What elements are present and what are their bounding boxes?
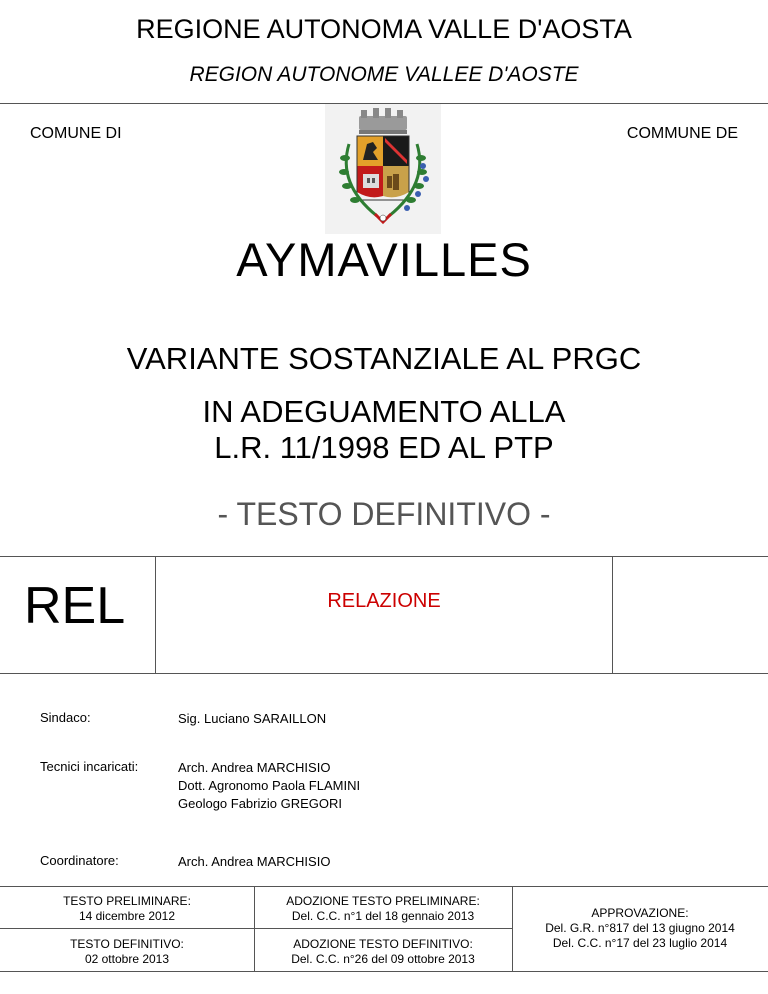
tecnici-label: Tecnici incaricati: <box>40 759 139 774</box>
sindaco-value: Sig. Luciano SARAILLON <box>178 711 327 726</box>
sindaco-label: Sindaco: <box>40 710 91 725</box>
adoz-def-value: Del. C.C. n°26 del 09 ottobre 2013 <box>291 952 475 966</box>
document-name: RELAZIONE <box>327 590 441 612</box>
divider <box>0 928 512 929</box>
definitivo-label: TESTO DEFINITIVO: <box>70 937 184 951</box>
project-subtitle-line2: L.R. 11/1998 ED AL PTP <box>214 430 554 465</box>
tecnici-value-2: Dott. Agronomo Paola FLAMINI <box>178 778 361 793</box>
prelim-label: TESTO PRELIMINARE: <box>63 894 191 908</box>
approvazione-label: APPROVAZIONE: <box>591 906 689 920</box>
town-name: AYMAVILLES <box>236 233 532 286</box>
document-code: REL <box>24 577 126 635</box>
prelim-cell <box>0 894 254 924</box>
project-title: VARIANTE SOSTANZIALE AL PRGC <box>126 341 642 376</box>
adoz-prelim-value: Del. C.C. n°1 del 18 gennaio 2013 <box>291 909 475 923</box>
project-subtitle-line1: IN ADEGUAMENTO ALLA <box>202 394 566 429</box>
coordinatore-value: Arch. Andrea MARCHISIO <box>178 854 331 869</box>
prelim-date: 14 dicembre 2012 <box>78 909 176 923</box>
divider <box>612 556 613 673</box>
coordinatore-label: Coordinatore: <box>40 853 119 868</box>
approvazione-line2: Del. C.C. n°17 del 23 luglio 2014 <box>552 936 728 950</box>
region-title-fr: REGION AUTONOME VALLEE D'AOSTE <box>189 63 579 86</box>
divider <box>0 886 768 887</box>
divider <box>0 971 768 972</box>
commune-de-label: COMMUNE DE <box>626 125 738 142</box>
approvazione-cell <box>512 906 768 951</box>
definitivo-cell <box>0 937 254 967</box>
adoz-prelim-label: ADOZIONE TESTO PRELIMINARE: <box>286 894 480 908</box>
comune-di-label: COMUNE DI <box>30 125 122 142</box>
document-status: - TESTO DEFINITIVO - <box>217 496 551 532</box>
definitivo-date: 02 ottobre 2013 <box>84 952 170 966</box>
adoz-def-label: ADOZIONE TESTO DEFINITIVO: <box>293 937 473 951</box>
divider <box>0 673 768 674</box>
region-title-it: REGIONE AUTONOMA VALLE D'AOSTA <box>136 14 632 44</box>
adoz-prelim-cell <box>254 894 512 924</box>
coat-of-arms <box>323 104 443 234</box>
tecnici-value-3: Geologo Fabrizio GREGORI <box>178 796 343 811</box>
approvazione-line1: Del. G.R. n°817 del 13 giugno 2014 <box>545 921 735 935</box>
adoz-def-cell <box>254 937 512 967</box>
tecnici-value-1: Arch. Andrea MARCHISIO <box>178 760 331 775</box>
divider <box>0 556 768 557</box>
divider <box>155 556 156 673</box>
